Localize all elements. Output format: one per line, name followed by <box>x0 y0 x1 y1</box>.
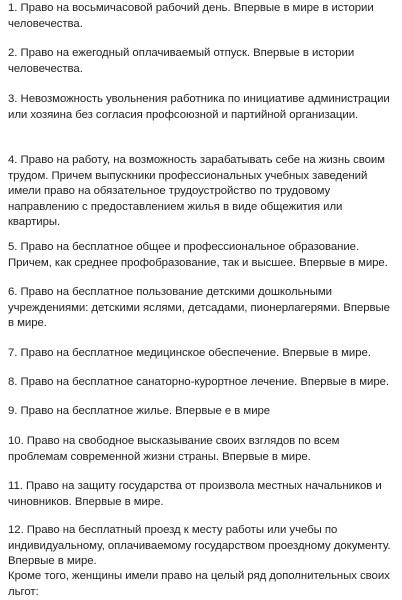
paragraph-12: 12. Право на бесплатный проезд к месту работы или учебы по индивидуальному, оплачиваемому государством проездному документу. Впервые в мире. <box>8 524 391 568</box>
paragraph-11: 11. Право на защиту государства от произвола местных начальников и чиновников. Впервые в мире. <box>8 480 382 508</box>
paragraph-5: 5. Право на бесплатное общее и профессиональное образование. Причем, как среднее профобразование, так и высшее. Впервые в мире. <box>8 241 388 269</box>
paragraph-4: 4. Право на работу, на возможность зарабатывать себе на жизнь своим трудом. Причем выпускники профессиональных учебных заведений имели право на обязательное трудоустройство по трудовому направлению с предоставлением жилья в виде общежития или квартиры. <box>8 154 385 229</box>
paragraph-2: 2. Право на ежегодный оплачиваемый отпуск. Впервые в истории человечества. <box>8 47 355 75</box>
paragraph-13: Кроме того, женщины имели право на целый ряд дополнительных своих льгот: <box>8 570 390 598</box>
paragraph-8: 8. Право на бесплатное санаторно-курортное лечение. Впервые в мире. <box>8 376 390 388</box>
paragraph-6: 6. Право на бесплатное пользование детскими дошкольными учреждениями: детскими яслями, детсадами, пионерлагерями. Впервые в мире. <box>8 286 390 330</box>
paragraph-9: 9. Право на бесплатное жилье. Впервые е в мире <box>8 405 271 417</box>
paragraph-1: 1. Право на восьмичасовой рабочий день. Впервые в мире в истории человечества. <box>8 2 374 30</box>
paragraph-3: 3. Невозможность увольнения работника по инициативе администрации или хозяина без согласия профсоюзной и партийной организации. <box>8 93 390 121</box>
paragraph-10: 10. Право на свободное высказывание своих взглядов по всем проблемам современной жизни страны. Впервые в мире. <box>8 435 340 463</box>
paragraph-7: 7. Право на бесплатное медицинское обеспечение. Впервые в мире. <box>8 347 371 359</box>
